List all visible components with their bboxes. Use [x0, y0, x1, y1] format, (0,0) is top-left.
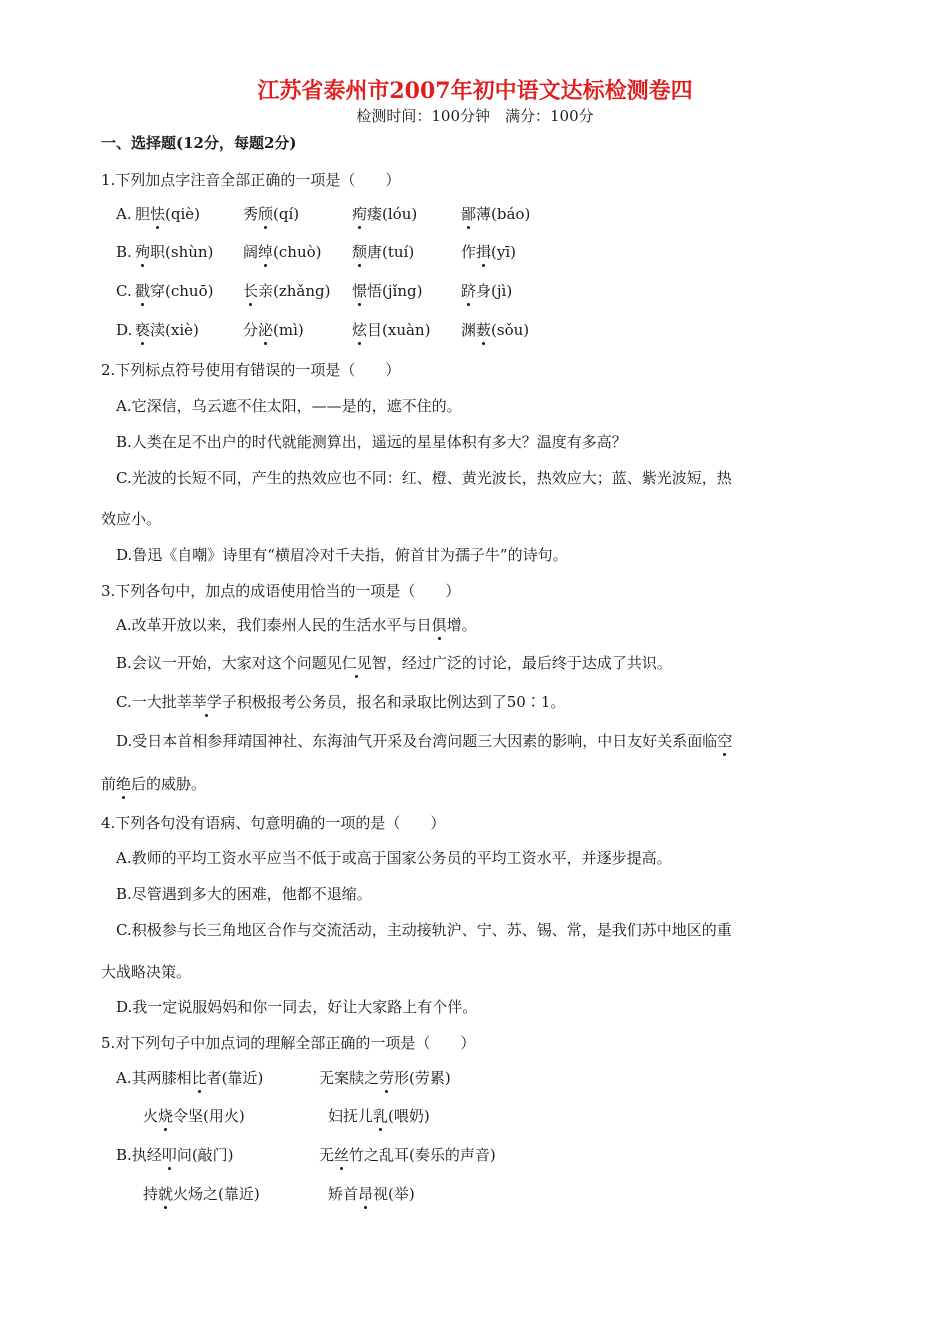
q1-option-b-item2: 阔绰(chuò)	[243, 243, 322, 261]
q5-stem: 5.对下列句子中加点词的理解全部正确的一项是（ ）	[101, 1034, 476, 1052]
q3-option-d-continued: 前绝后的威胁。	[101, 775, 207, 793]
q1-stem: 1.下列加点字注音全部正确的一项是（ ）	[101, 171, 401, 189]
q2-option-d: D.鲁迅《自嘲》诗里有“横眉冷对千夫指，俯首甘为孺子牛”的诗句。	[116, 546, 568, 564]
q2-stem: 2.下列标点符号使用有错误的一项是（ ）	[101, 361, 401, 379]
q3-option-d-idiom-part2: 前绝后	[101, 775, 147, 793]
q4-option-b: B.尽管遇到多大的困难，他都不退缩。	[116, 885, 372, 903]
q5-option-b-item2: 无丝竹之乱耳(奏乐的声音)	[319, 1146, 496, 1164]
exam-subtitle: 检测时间：100分钟 满分：100分	[356, 107, 594, 125]
q1-option-b-item4: 作揖(yī)	[461, 243, 517, 261]
q1-option-d-item4: 渊薮(sǒu)	[461, 321, 530, 339]
q3-option-d: D.受日本首相参拜靖国神社、东海油气开采及台湾问题三大因素的影响，中日友好关系面临空	[116, 732, 733, 750]
q1-option-a-item4: 鄙薄(báo)	[461, 205, 531, 223]
q2-option-c-continued: 效应小。	[101, 510, 162, 528]
q1-option-a-item2: 秀颀(qí)	[243, 205, 300, 223]
q1-option-b-item3: 颓唐(tuí)	[352, 243, 415, 261]
q1-option-b-label: B.	[116, 243, 132, 261]
q5-option-b-item1: B.执经叩问(敲门)	[116, 1146, 234, 1164]
q3-stem: 3.下列各句中，加点的成语使用恰当的一项是（ ）	[101, 582, 461, 600]
q4-option-d: D.我一定说服妈妈和你一同去，好让大家路上有个伴。	[116, 998, 478, 1016]
q1-option-c-item3: 憬悟(jǐng)	[352, 282, 423, 300]
q3-option-b: B.会议一开始，大家对这个问题见仁见智，经过广泛的讨论，最后终于达成了共识。	[116, 654, 672, 672]
q5-option-a-item2: 无案牍之劳形(劳累)	[319, 1069, 451, 1087]
q3-option-a-idiom: 日俱增	[416, 616, 462, 634]
q3-option-c-idiom: 莘莘学子	[176, 693, 237, 711]
q5-option-b-item4: 矫首昂视(举)	[328, 1185, 415, 1203]
q2-option-a: A.它深信，乌云遮不住太阳，——是的，遮不住的。	[116, 397, 462, 415]
q1-option-a-label: A.	[116, 205, 132, 223]
q2-option-c: C.光波的长短不同，产生的热效应也不同：红、橙、黄光波长，热效应大；蓝、紫光波短，热	[116, 469, 732, 487]
q1-option-c-item2: 长亲(zhǎng)	[243, 282, 331, 300]
q5-option-b-item3: 持就火炀之(靠近)	[143, 1185, 260, 1203]
q2-option-b: B.人类在足不出户的时代就能测算出，遥远的星星体积有多大？温度有多高？	[116, 433, 627, 451]
q4-option-c-continued: 大战略决策。	[101, 963, 192, 981]
q1-option-d-item2: 分泌(mì)	[243, 321, 304, 339]
q1-option-d-item3: 炫目(xuàn)	[352, 321, 431, 339]
q3-option-c: C.一大批莘莘学子积极报考公务员，报名和录取比例达到了50∶1。	[116, 693, 566, 711]
section-heading: 一、选择题(12分，每题2分)	[101, 134, 297, 152]
q1-option-c-item1: 戳穿(chuō)	[135, 282, 214, 300]
q1-option-d-label: D.	[116, 321, 133, 339]
q3-option-a: A.改革开放以来，我们泰州人民的生活水平与日俱增。	[116, 616, 477, 634]
q5-option-a-item3: 火烧令坚(用火)	[143, 1107, 245, 1125]
q1-option-d-item1: 亵渎(xiè)	[135, 321, 199, 339]
q4-option-a: A.教师的平均工资水平应当不低于或高于国家公务员的平均工资水平，并逐步提高。	[116, 849, 672, 867]
q1-option-b-item1: 殉职(shùn)	[135, 243, 214, 261]
q5-option-a-item1: A.其两膝相比者(靠近)	[116, 1069, 264, 1087]
q4-stem: 4.下列各句没有语病、句意明确的一项的是（ ）	[101, 814, 446, 832]
q1-option-a-item1: 胆怯(qiè)	[135, 205, 201, 223]
exam-title: 江苏省泰州市2007年初中语文达标检测卷四	[257, 78, 693, 104]
q1-option-c-item4: 跻身(jì)	[461, 282, 513, 300]
q4-option-c: C.积极参与长三角地区合作与交流活动，主动接轨沪、宁、苏、锡、常，是我们苏中地区的重	[116, 921, 732, 939]
q1-option-a-item3: 痀瘘(lóu)	[352, 205, 418, 223]
q5-option-a-item4: 妇抚儿乳(喂奶)	[328, 1107, 430, 1125]
q3-option-d-idiom-part1: 空	[717, 732, 733, 750]
q1-option-c-label: C.	[116, 282, 132, 300]
q3-option-b-idiom: 见仁见智	[326, 654, 387, 672]
